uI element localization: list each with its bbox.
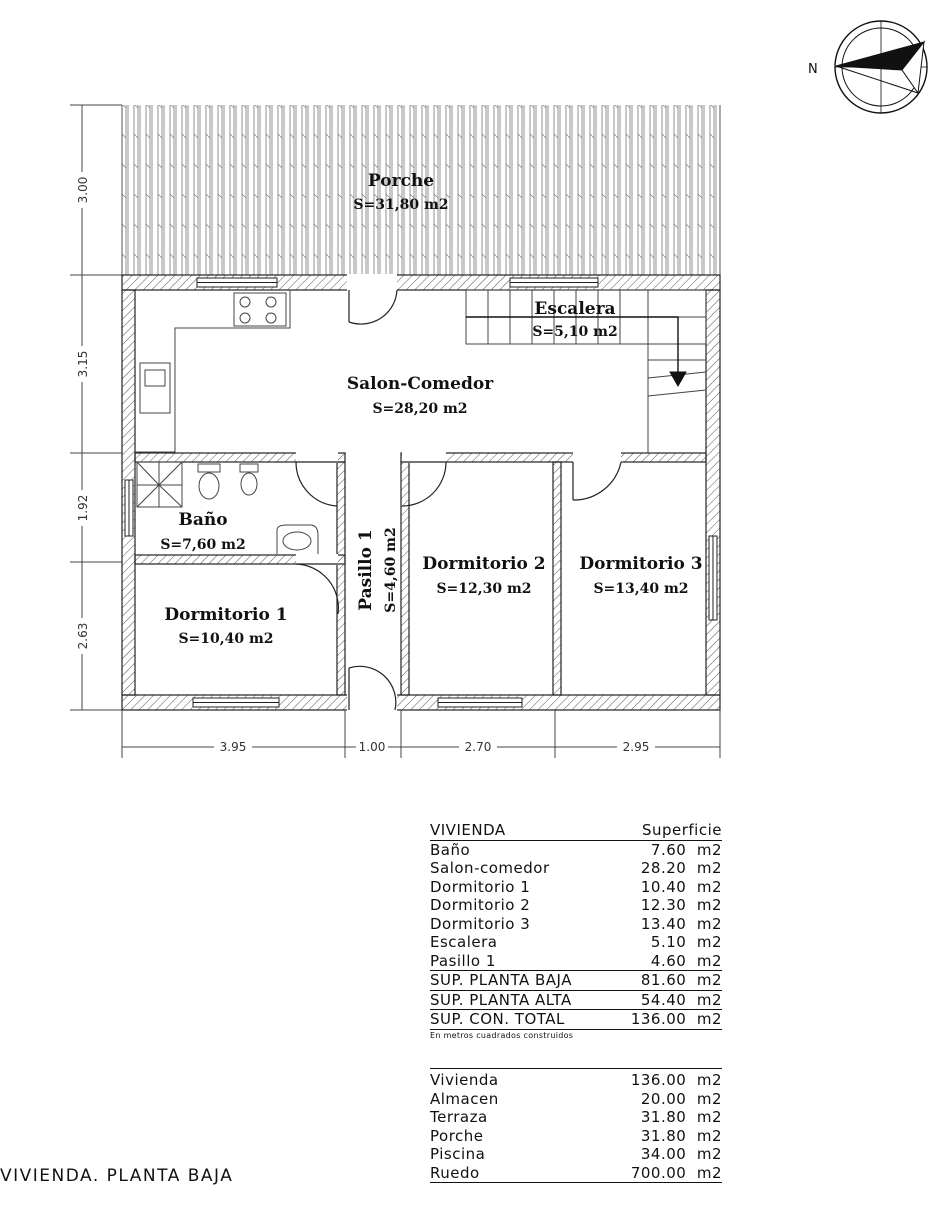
dim-h-dorm2: 2.70 bbox=[464, 740, 492, 754]
table-row bbox=[430, 859, 722, 878]
dim-v-salon: 3.15 bbox=[76, 350, 90, 378]
row-name: Salon-comedor bbox=[430, 859, 550, 877]
label-porche: Porche bbox=[367, 171, 435, 191]
table-header-left: VIVIENDA bbox=[430, 821, 506, 839]
interior-walls bbox=[135, 453, 706, 695]
area-dorm1: S=10,40 m2 bbox=[178, 631, 274, 647]
row-value: 700.00 m2 bbox=[630, 1163, 722, 1182]
row-name: Ruedo bbox=[430, 1163, 480, 1182]
dim-h-dorm3: 2.95 bbox=[622, 740, 650, 754]
label-pasillo: Pasillo 1 bbox=[356, 529, 376, 611]
area-porche: S=31,80 m2 bbox=[353, 197, 449, 213]
table-note: En metros cuadrados construidos bbox=[430, 1030, 574, 1040]
kitchen-counter bbox=[135, 290, 290, 452]
area-dorm2: S=12,30 m2 bbox=[436, 581, 532, 597]
total-row bbox=[430, 991, 722, 1011]
row-value: 34.00 m2 bbox=[640, 1145, 722, 1163]
row-name: Vivienda bbox=[430, 1071, 499, 1089]
row-value: 31.80 m2 bbox=[640, 1108, 722, 1126]
table-row bbox=[430, 841, 722, 860]
label-bano: Baño bbox=[178, 510, 228, 530]
table-row bbox=[430, 896, 722, 915]
dim-h-dorm1: 3.95 bbox=[219, 740, 247, 754]
label-dorm2: Dormitorio 2 bbox=[422, 554, 546, 574]
label-salon: Salon-Comedor bbox=[346, 374, 494, 394]
area-bano: S=7,60 m2 bbox=[160, 537, 246, 553]
compass-north-label: N bbox=[808, 62, 818, 77]
area-dorm3: S=13,40 m2 bbox=[593, 581, 689, 597]
table-header bbox=[430, 821, 722, 841]
total-value: 81.60 m2 bbox=[640, 971, 722, 989]
table-row bbox=[430, 1145, 722, 1164]
compass-icon bbox=[835, 21, 927, 113]
total-value: 54.40 m2 bbox=[640, 990, 722, 1009]
dim-v-porche: 3.00 bbox=[76, 176, 90, 204]
row-value: 7.60 m2 bbox=[650, 840, 722, 859]
area-salon: S=28,20 m2 bbox=[372, 401, 468, 417]
row-name: Baño bbox=[430, 840, 471, 859]
row-value: 4.60 m2 bbox=[650, 951, 722, 970]
table-row bbox=[430, 1127, 722, 1146]
row-value: 5.10 m2 bbox=[650, 933, 722, 951]
table-row bbox=[430, 1071, 722, 1090]
table-row bbox=[430, 1090, 722, 1109]
total-row bbox=[430, 1010, 722, 1030]
row-value: 10.40 m2 bbox=[640, 877, 722, 896]
table-row bbox=[430, 1108, 722, 1127]
label-escalera: Escalera bbox=[534, 299, 616, 319]
table-rows bbox=[430, 841, 722, 972]
row-name: Porche bbox=[430, 1126, 484, 1145]
dim-v-bano: 1.92 bbox=[76, 494, 90, 522]
label-dorm1: Dormitorio 1 bbox=[164, 605, 288, 625]
summary-table bbox=[430, 1068, 722, 1183]
row-value: 20.00 m2 bbox=[640, 1089, 722, 1108]
row-name: Pasillo 1 bbox=[430, 951, 496, 970]
total-value: 136.00 m2 bbox=[630, 1010, 722, 1028]
table-row bbox=[430, 952, 722, 971]
total-name: SUP. CON. TOTAL bbox=[430, 1010, 565, 1028]
row-value: 136.00 m2 bbox=[630, 1071, 722, 1089]
row-name: Piscina bbox=[430, 1145, 486, 1163]
total-row bbox=[430, 971, 722, 991]
table-row bbox=[430, 878, 722, 897]
label-dorm3: Dormitorio 3 bbox=[579, 554, 703, 574]
row-name: Dormitorio 3 bbox=[430, 914, 531, 933]
row-value: 13.40 m2 bbox=[640, 914, 722, 933]
table-row bbox=[430, 915, 722, 934]
plan-caption: VIVIENDA. PLANTA BAJA bbox=[0, 1166, 234, 1186]
total-name: SUP. PLANTA ALTA bbox=[430, 990, 572, 1009]
row-name: Escalera bbox=[430, 933, 498, 951]
row-name: Dormitorio 2 bbox=[430, 896, 531, 914]
summary-rows bbox=[430, 1068, 722, 1183]
total-name: SUP. PLANTA BAJA bbox=[430, 971, 572, 989]
dim-v-dorm1: 2.63 bbox=[76, 622, 90, 650]
table-header-right: Superficie bbox=[641, 821, 722, 839]
surface-table bbox=[430, 821, 722, 1041]
row-name: Dormitorio 1 bbox=[430, 877, 531, 896]
area-escalera: S=5,10 m2 bbox=[532, 324, 618, 340]
table-row bbox=[430, 1164, 722, 1183]
area-pasillo: S=4,60 m2 bbox=[383, 527, 399, 613]
row-name: Terraza bbox=[430, 1108, 488, 1126]
table-row bbox=[430, 933, 722, 952]
dim-h-pasillo: 1.00 bbox=[358, 740, 386, 754]
row-name: Almacen bbox=[430, 1089, 499, 1108]
row-value: 31.80 m2 bbox=[640, 1126, 722, 1145]
row-value: 12.30 m2 bbox=[640, 896, 722, 914]
row-value: 28.20 m2 bbox=[640, 859, 722, 877]
